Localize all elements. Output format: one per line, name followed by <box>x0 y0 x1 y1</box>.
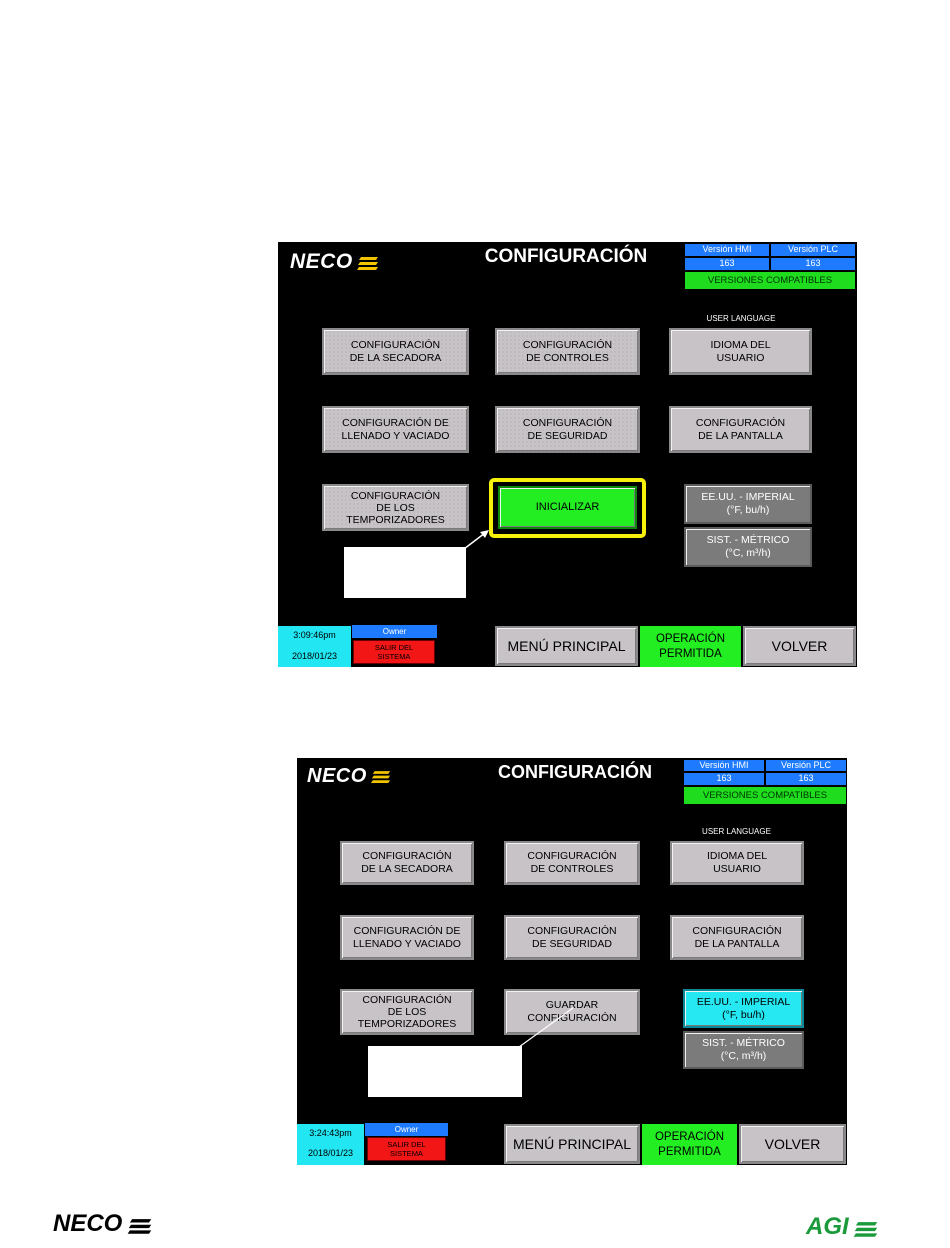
controls-config-button[interactable] <box>504 841 640 885</box>
safety-config-button[interactable] <box>495 406 640 453</box>
logout-button[interactable] <box>367 1137 446 1161</box>
dryer-config-label: CONFIGURACIÓN DE LA SECADORA <box>361 850 453 875</box>
neco-wing-icon <box>127 1218 153 1236</box>
user-language-button-label: IDIOMA DEL USUARIO <box>710 338 771 364</box>
footer-neco-text: NECO <box>53 1210 123 1237</box>
operation-status-label: OPERACIÓN PERMITIDA <box>654 1130 724 1158</box>
plc-version-value: 163 <box>770 257 856 271</box>
hmi-screen-2 <box>297 758 847 1165</box>
screen-config-button[interactable] <box>669 406 812 453</box>
user-language-button[interactable] <box>670 841 804 885</box>
safety-config-button[interactable] <box>504 915 640 960</box>
clock-date: 2018/01/23 <box>297 1142 364 1165</box>
logout-label: SALIR DEL SISTEMA <box>387 1140 426 1158</box>
controls-config-button[interactable] <box>495 328 640 375</box>
hmi-version-label: Versión HMI <box>683 759 765 772</box>
dryer-config-label: CONFIGURACIÓN DE LA SECADORA <box>349 338 442 364</box>
initialize-label: INICIALIZAR <box>535 501 600 513</box>
plc-version-label: Versión PLC <box>765 759 847 772</box>
screen-config-button[interactable] <box>670 915 804 960</box>
user-language-button-label: IDIOMA DEL USUARIO <box>706 850 768 875</box>
main-menu-label: MENÚ PRINCIPAL <box>507 638 626 654</box>
hmi-version-value: 163 <box>684 257 770 271</box>
main-menu-label: MENÚ PRINCIPAL <box>513 1136 631 1152</box>
user-language-label: USER LANGUAGE <box>702 827 771 836</box>
plc-version-label: Versión PLC <box>770 243 856 257</box>
imperial-units-label: EE.UU. - IMPERIAL (°F, bu/h) <box>701 491 795 516</box>
brand-text: NECO <box>290 250 353 273</box>
neco-wing-icon <box>371 770 391 785</box>
dryer-config-button[interactable] <box>322 328 469 375</box>
agi-wing-icon <box>853 1221 879 1239</box>
brand-text: NECO <box>307 765 367 787</box>
neco-wing-icon <box>357 256 379 272</box>
screen-config-label: CONFIGURACIÓN DE LA PANTALLA <box>695 416 786 442</box>
versions-status: VERSIONES COMPATIBLES <box>683 786 847 805</box>
logout-button[interactable] <box>353 640 435 664</box>
controls-config-label: CONFIGURACIÓN DE CONTROLES <box>522 338 613 364</box>
user-language-button[interactable] <box>669 328 812 375</box>
fill-empty-config-button[interactable] <box>322 406 469 453</box>
hmi-version-label: Versión HMI <box>684 243 770 257</box>
safety-config-label: CONFIGURACIÓN DE SEGURIDAD <box>522 416 613 442</box>
timers-config-button[interactable] <box>340 989 474 1035</box>
operation-status-label: OPERACIÓN PERMITIDA <box>655 632 725 660</box>
back-button[interactable] <box>739 1124 846 1164</box>
neco-logo <box>290 250 400 274</box>
timers-config-button[interactable] <box>322 484 469 531</box>
safety-config-label: CONFIGURACIÓN DE SEGURIDAD <box>527 924 617 950</box>
metric-units-button[interactable] <box>683 1031 804 1069</box>
timers-config-label: CONFIGURACIÓN DE LOS TEMPORIZADORES <box>346 489 445 526</box>
save-config-label: GUARDAR CONFIGURACIÓN <box>527 999 617 1024</box>
back-label: VOLVER <box>771 638 828 654</box>
metric-units-label: SIST. - MÉTRICO (°C, m³/h) <box>706 534 790 559</box>
main-menu-button[interactable] <box>504 1124 640 1164</box>
user-badge: Owner <box>365 1123 448 1136</box>
plc-version-value: 163 <box>765 772 847 786</box>
imperial-units-button[interactable] <box>684 484 812 524</box>
clock-date: 2018/01/23 <box>278 645 351 667</box>
footer-agi-text: AGI <box>806 1213 849 1240</box>
callout-box <box>367 1045 523 1098</box>
imperial-units-button[interactable] <box>683 989 804 1028</box>
back-label: VOLVER <box>764 1136 821 1152</box>
hmi-version-value: 163 <box>683 772 765 786</box>
back-button[interactable] <box>743 626 856 666</box>
clock-time: 3:24:43pm <box>297 1124 364 1142</box>
clock-time: 3:09:46pm <box>278 626 351 645</box>
main-menu-button[interactable] <box>495 626 638 666</box>
footer-agi-logo <box>806 1213 906 1243</box>
footer-neco-logo <box>53 1210 183 1240</box>
versions-status: VERSIONES COMPATIBLES <box>684 271 856 290</box>
imperial-units-label: EE.UU. - IMPERIAL (°F, bu/h) <box>696 995 791 1021</box>
logout-label: SALIR DEL SISTEMA <box>374 643 414 661</box>
callout-box <box>343 546 467 599</box>
page-title: CONFIGURACIÓN <box>498 762 652 782</box>
operation-status <box>642 1124 737 1165</box>
operation-status <box>640 626 741 667</box>
timers-config-label: CONFIGURACIÓN DE LOS TEMPORIZADORES <box>357 994 457 1030</box>
arrow-pointer-icon <box>517 1005 577 1049</box>
fill-empty-config-label: CONFIGURACIÓN DE LLENADO Y VACIADO <box>341 416 450 442</box>
hmi-screen-1 <box>278 242 857 667</box>
neco-logo <box>307 765 417 789</box>
metric-units-label: SIST. - MÉTRICO (°C, m³/h) <box>702 1037 785 1062</box>
dryer-config-button[interactable] <box>340 841 474 885</box>
metric-units-button[interactable] <box>684 527 812 567</box>
fill-empty-config-label: CONFIGURACIÓN DE LLENADO Y VACIADO <box>353 924 461 950</box>
page-title: CONFIGURACIÓN <box>484 246 648 267</box>
user-badge: Owner <box>352 625 437 638</box>
arrow-pointer-icon <box>458 528 492 554</box>
fill-empty-config-button[interactable] <box>340 915 474 960</box>
screen-config-label: CONFIGURACIÓN DE LA PANTALLA <box>692 924 782 950</box>
user-language-label: USER LANGUAGE <box>706 314 776 323</box>
controls-config-label: CONFIGURACIÓN DE CONTROLES <box>527 850 617 875</box>
initialize-button[interactable] <box>498 486 637 529</box>
